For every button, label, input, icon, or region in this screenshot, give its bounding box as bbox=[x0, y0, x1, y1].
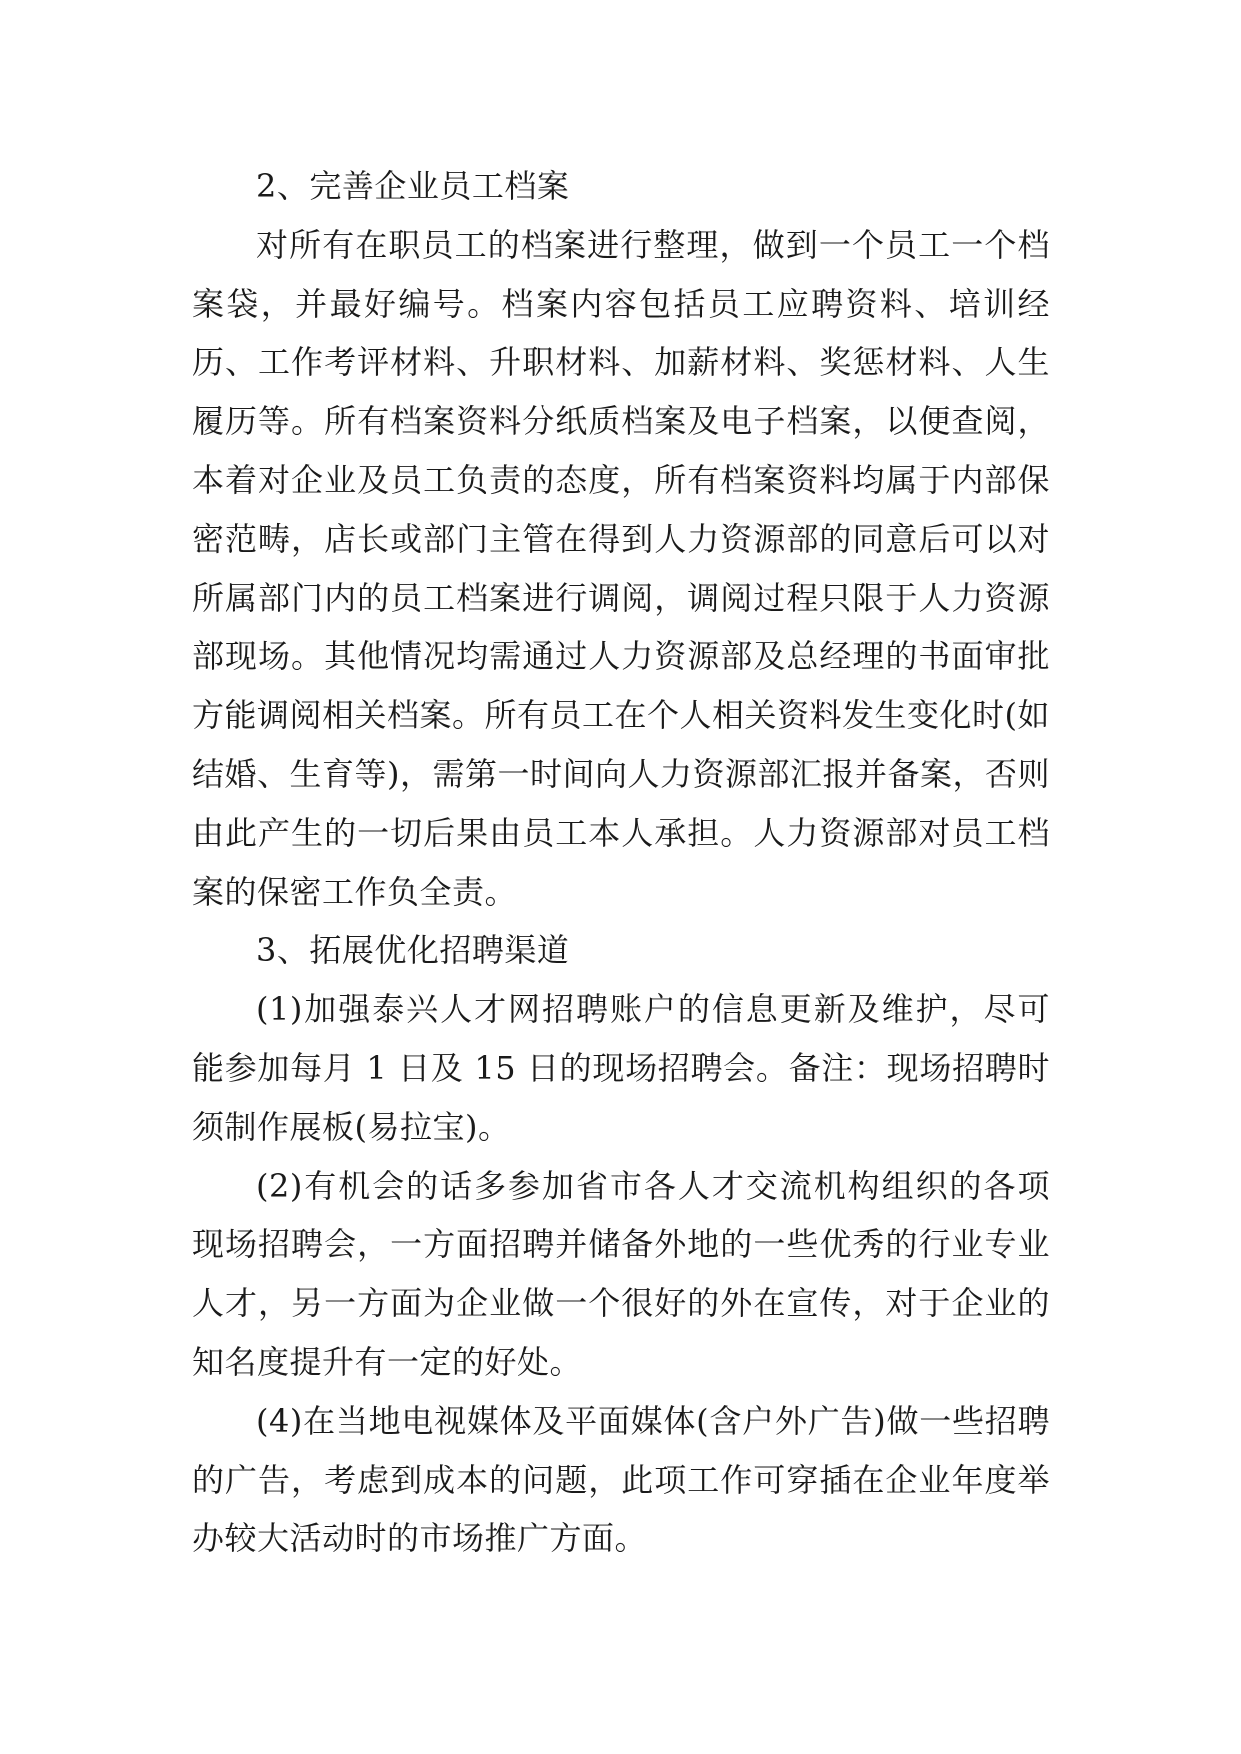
section-heading-recruitment: 3、拓展优化招聘渠道 bbox=[256, 931, 570, 970]
document-body bbox=[192, 157, 1050, 1568]
recruitment-item-2: (2)有机会的话多参加省市各人才交流机构组织的各项现场招聘会，一方面招聘并储备外地的一些优秀的行业专业人才，另一方面为企业做一个很好的外在宣传，对于企业的知名度提升有一定的好处。 bbox=[192, 1166, 1050, 1381]
archives-paragraph: 对所有在职员工的档案进行整理，做到一个员工一个档案袋，并最好编号。档案内容包括员工应聘资料、培训经历、工作考评材料、升职材料、加薪材料、奖惩材料、人生履历等。所有档案资料分纸质档案及电子档案，以便查阅，本着对企业及员工负责的态度，所有档案资料均属于内部保密范畴，店长或部门主管在得到人力资源部的同意后可以对所属部门内的员工档案进行调阅，调阅过程只限于人力资源部现场。其他情况均需通过人力资源部及总经理的书面审批方能调阅相关档案。所有员工在个人相关资料发生变化时(如结婚、生育等)，需第一时间向人力资源部汇报并备案，否则由此产生的一切后果由员工本人承担。人力资源部对员工档案的保密工作负全责。 bbox=[192, 225, 1050, 911]
section-heading-archives: 2、完善企业员工档案 bbox=[256, 167, 570, 205]
recruitment-item-4: (4)在当地电视媒体及平面媒体(含户外广告)做一些招聘的广告，考虑到成本的问题，此项工作可穿插在企业年度举办较大活动时的市场推广方面。 bbox=[192, 1401, 1050, 1558]
recruitment-item-1: (1)加强泰兴人才网招聘账户的信息更新及维护，尽可能参加每月 1 日及 15 日的现场招聘会。备注：现场招聘时须制作展板(易拉宝)。 bbox=[192, 990, 1050, 1146]
